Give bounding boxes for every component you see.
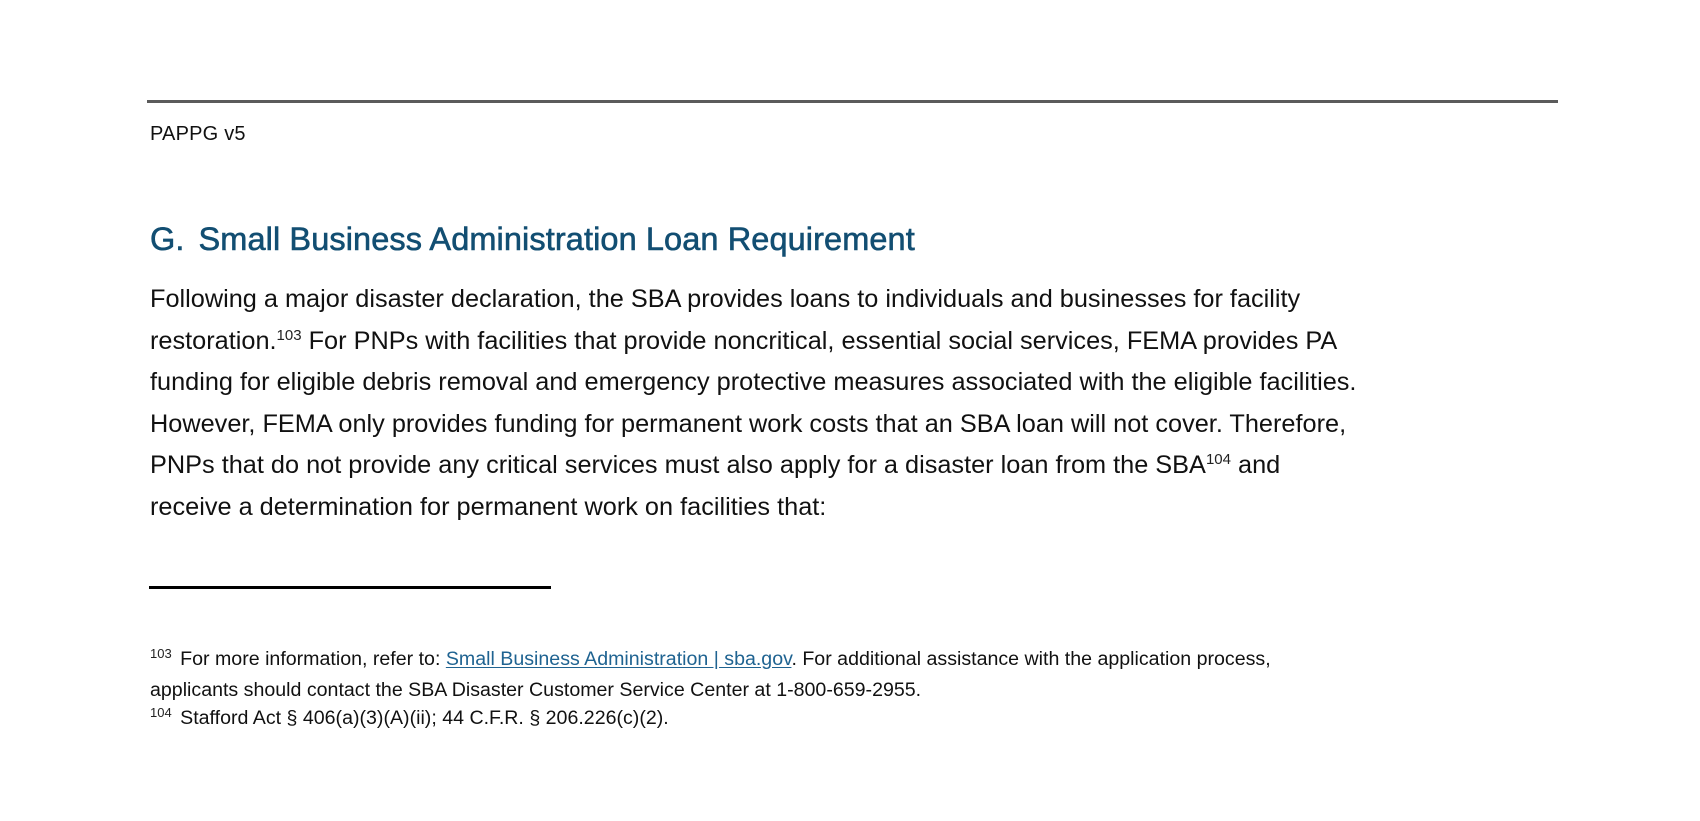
body-line-5-end: and: [1230, 451, 1281, 480]
header-rule: [147, 100, 1558, 103]
body-line-1: Following a major disaster declaration, the SBA provides loans to individuals and businesses for facility: [150, 285, 1301, 313]
body-line-6: receive a determination for permanent work on facilities that:: [150, 492, 827, 521]
footnote-text: Stafford Act § 406(a)(3)(A)(ii); 44 C.F.R. § 206.226(c)(2).: [174, 707, 669, 729]
footnotes: [150, 645, 1570, 735]
body-paragraph: [150, 279, 1570, 529]
body-line-3: funding for eligible debris removal and emergency protective measures associated with the eligible facilities.: [150, 368, 1357, 397]
body-line-4: However, FEMA only provides funding for permanent work costs that an SBA loan will not cover. Therefore,: [150, 409, 1347, 438]
body-line-5-start: PNPs that do not provide any critical services must also apply for a disaster loan from the SBA: [150, 451, 1206, 480]
footnote-number: 103: [150, 646, 172, 661]
footnote-text: For more information, refer to:: [174, 648, 446, 670]
body-line-2: [150, 321, 1570, 363]
body-line-2-start: restoration.: [150, 326, 277, 355]
body-line-5: [150, 445, 1570, 487]
section-title: Small Business Administration Loan Requirement: [198, 221, 915, 257]
footnote-separator: [149, 586, 551, 589]
section-heading: [150, 221, 915, 258]
body-line-2-end: For PNPs with facilities that provide noncritical, essential social services, FEMA provides PA: [301, 326, 1338, 355]
footnote-ref-103[interactable]: 103: [276, 326, 302, 344]
footnote-ref-104[interactable]: 104: [1205, 451, 1231, 469]
footnote-number: 104: [150, 705, 172, 720]
running-header: PAPPG v5: [150, 123, 246, 145]
sba-link[interactable]: Small Business Administration | sba.gov: [445, 648, 792, 670]
footnote-text: . For additional assistance with the application process,: [791, 648, 1271, 670]
footnote-103: [150, 645, 1570, 676]
footnote-104: [150, 704, 1570, 735]
footnote-103-continued: applicants should contact the SBA Disaster Customer Service Center at 1-800-659-2955.: [150, 678, 922, 701]
section-letter: G.: [150, 221, 185, 257]
